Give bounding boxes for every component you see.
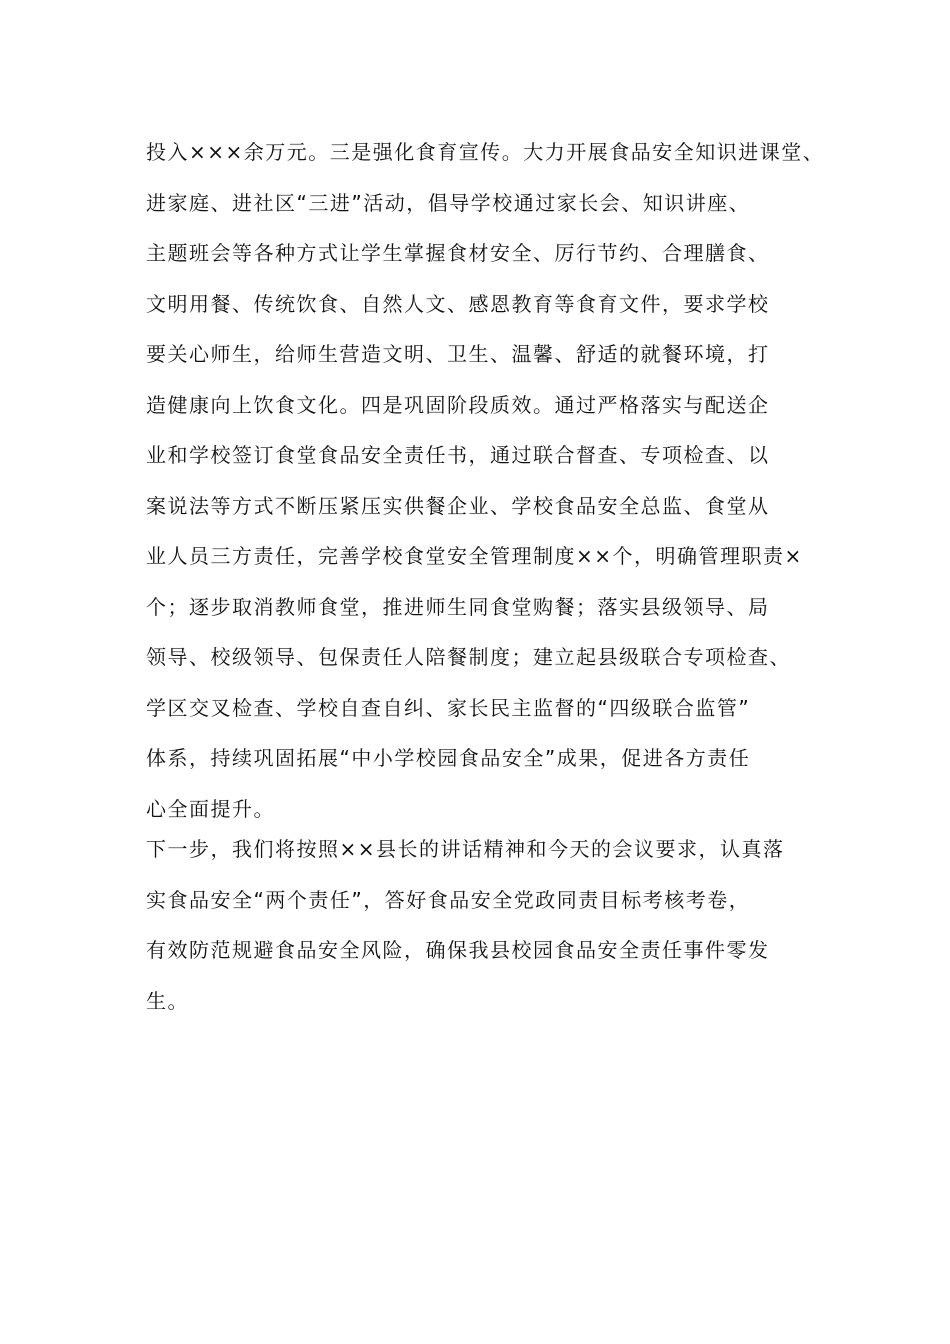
text-line: 业人员三方责任，完善学校食堂安全管理制度××个，明确管理职责× bbox=[146, 544, 803, 568]
text-line: 主题班会等各种方式让学生掌握食材安全、厉行节约、合理膳食、 bbox=[146, 241, 770, 265]
paragraph-next-steps bbox=[146, 824, 836, 1026]
text-line: 有效防范规避食品安全风险，确保我县校园食品安全责任事件零发 bbox=[146, 938, 770, 962]
text-line: 生。 bbox=[146, 988, 189, 1013]
text-line: 领导、校级领导、包保责任人陪餐制度；建立起县级联合专项检查、 bbox=[146, 645, 791, 669]
paragraph-food-education bbox=[146, 127, 836, 834]
text-line: 个；逐步取消教师食堂，推进师生同食堂购餐；落实县级领导、局 bbox=[146, 594, 770, 619]
text-line: 投入×××余万元。三是强化食育宣传。大力开展食品安全知识进课堂、 bbox=[146, 140, 825, 164]
text-line: 进家庭、进社区“三进”活动，倡导学校通过家长会、知识讲座、 bbox=[146, 190, 751, 215]
text-line: 文明用餐、传统饮食、自然人文、感恩教育等食育文件，要求学校 bbox=[146, 291, 770, 316]
text-line: 造健康向上饮食文化。四是巩固阶段质效。通过严格落实与配送企 bbox=[146, 392, 770, 417]
text-line: 要关心师生，给师生营造文明、卫生、温馨、舒适的就餐环境，打 bbox=[146, 342, 770, 366]
text-line: 下一步，我们将按照××县长的讲话精神和今天的会议要求，认真落 bbox=[146, 837, 785, 861]
text-line: 学区交叉检查、学校自查自纠、家长民主监督的“四级联合监管” bbox=[146, 695, 751, 720]
text-line: 心全面提升。 bbox=[146, 796, 275, 821]
text-line: 业和学校签订食堂食品安全责任书，通过联合督查、专项检查、以 bbox=[146, 443, 770, 467]
text-line: 实食品安全“两个责任”，答好食品安全党政同责目标考核考卷， bbox=[146, 887, 751, 912]
text-line: 体系，持续巩固拓展“中小学校园食品安全”成果，促进各方责任 bbox=[146, 746, 751, 770]
text-line: 案说法等方式不断压紧压实供餐企业、学校食品安全总监、食堂从 bbox=[146, 493, 770, 518]
